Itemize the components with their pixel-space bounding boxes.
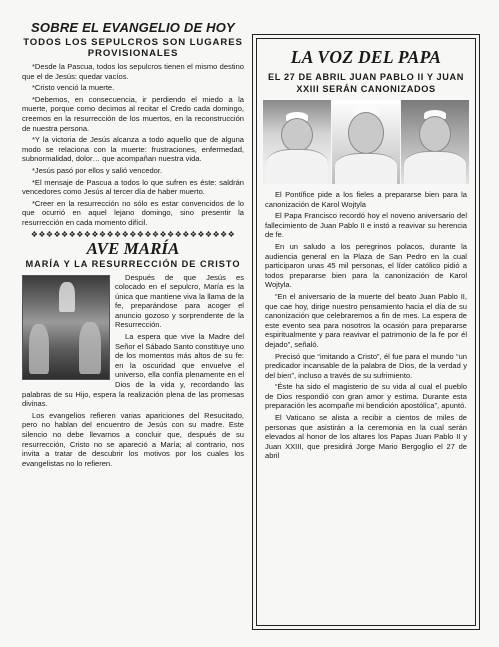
gospel-section-subtitle: TODOS LOS SEPULCROS SON LUGARES PROVISIONALES [23, 37, 243, 59]
gospel-paragraph-7: *Creer en la resurrección no sólo es estar convencidos de lo que ocurrió en aquel lejano domingo, sino presentir la resurrección en cada momento difícil. [22, 198, 244, 227]
gospel-section-title: SOBRE EL EVANGELIO DE HOY [31, 20, 235, 35]
gospel-paragraph-3: *Debemos, en consecuencia, ir perdiendo el miedo a la muerte, porque como decimos al recitar el Credo cada domingo, creemos en la resurrección de los muertos, en la reconstrucción de nuestra persona. [22, 94, 244, 133]
pope-photo-3 [401, 100, 469, 184]
ave-paragraph-1: Después de que Jesús es colocado en el sepulcro, María es la única que mantiene viva la llama de la fe, preparándose para acoger el anuncio gozoso y sorprendente de la Resurrección. [115, 272, 244, 330]
gospel-paragraph-1: *Desde la Pascua, todos los sepulcros tienen el mismo destino que el de Jesús: quedar vacíos. [22, 62, 244, 81]
gospel-paragraph-2: *Cristo venció la muerte. [32, 83, 115, 93]
gospel-paragraph-4: *Y la victoria de Jesús alcanza a todo aquello que de alguna modo se relaciona con la muerte: frustraciones, enfermedad, subnormalidad, dolor… que acompañan nuestra vida. [22, 135, 244, 164]
gospel-paragraph-6: *El mensaje de Pascua a todos lo que sufren es éste: saldrán vencedores como Jesús al tercer día de haber muerto. [22, 177, 244, 197]
left-column [22, 20, 244, 470]
resurrection-painting-image [22, 275, 110, 380]
pope-photo-2 [332, 100, 400, 184]
voz-paragraph-6: “Éste ha sido el magisterio de su vida al cual el pueblo de Dios respondió con gran amor y estima. Durante esta preparación les acompañe mi bendición apostólica”, apuntó. [265, 382, 467, 411]
canonization-headline: EL 27 DE ABRIL JUAN PABLO II Y JUAN XXIII SERÁN CANONIZADOS [268, 72, 464, 94]
pope-photo-1 [263, 100, 331, 184]
voz-paragraph-7: El Vaticano se alista a recibir a cientos de miles de personas que asistirán a la ceremonia en la cual serán elevados al honor de los altares los Papas Juan Pablo II y Juan XXIII, que presidirá Jorge Mario Bergoglio el 27 de abril [265, 413, 467, 461]
gospel-paragraph-5: *Jesús pasó por ellos y salió vencedor. [32, 165, 163, 175]
ave-maria-subtitle: MARÍA Y LA RESURRECCIÓN DE CRISTO [25, 258, 241, 269]
voz-paragraph-1: El Pontífice pide a los fieles a prepararse bien para la canonización de Karol Wojtyla [265, 190, 467, 209]
la-voz-del-papa-box [256, 38, 476, 626]
voz-paragraph-4: “En el aniversario de la muerte del beato Juan Pablo II, que cae hoy, dirige nuestro pensamiento hacia el día de su canonización que celebraremos a fin de mes. La espera de este evento sea para nosotros la ocasión para prepararse espiritualmente y para reavivar el patrimonio de la fe por él dejado”, señaló. [265, 291, 467, 349]
voz-paragraph-5: Precisó que “imitando a Cristo”, él fue para el mundo “un predicador incansable de la palabra de Dios, de la verdad y del bien”, incluso a través de su sufrimiento. [265, 351, 467, 380]
voz-del-papa-title: LA VOZ DEL PAPA [290, 47, 442, 67]
ave-paragraph-3: Los evangelios refieren varias apariciones del Resucitado, pero no hablan del encuentro de Jesús con su madre. Este silencio no debe llevarnos a concluir que, después de su resurrección, Cristo no se apareció a María; al contrario, nos invita a tratar de descubrir los motivos por los cuales los evangelistas no lo refieren. [22, 410, 244, 468]
popes-photo-strip [263, 100, 469, 184]
voz-paragraph-2: El Papa Francisco recordó hoy el noveno aniversario del fallecimiento de Juan Pablo II e instó a reavivar su herencia de fe. [265, 211, 467, 240]
ave-maria-title: AVE MARÍA [86, 238, 180, 258]
voz-paragraph-3: En un saludo a los peregrinos polacos, durante la audiencia general en la Plaza de San Pedro en la cual participaron unas 45 mil personas, el líder católico pidió a todos prepararse bien para la canonización de Karol Wojtyla. [265, 241, 467, 290]
ave-paragraph-2: La espera que vive la Madre del Señor el Sábado Santo constituye uno de los momentos más altos de su fe: en la oscuridad que envuelve el universo, ella confía plenamente en el Dios de la vida y, recordando las palabras de su Hijo, espera la realización plena de las promesas divinas. [22, 332, 244, 409]
ornament-divider: ❖❖❖❖❖❖❖❖❖❖❖❖❖❖❖❖❖❖❖❖❖❖❖❖❖❖❖ [30, 229, 236, 239]
